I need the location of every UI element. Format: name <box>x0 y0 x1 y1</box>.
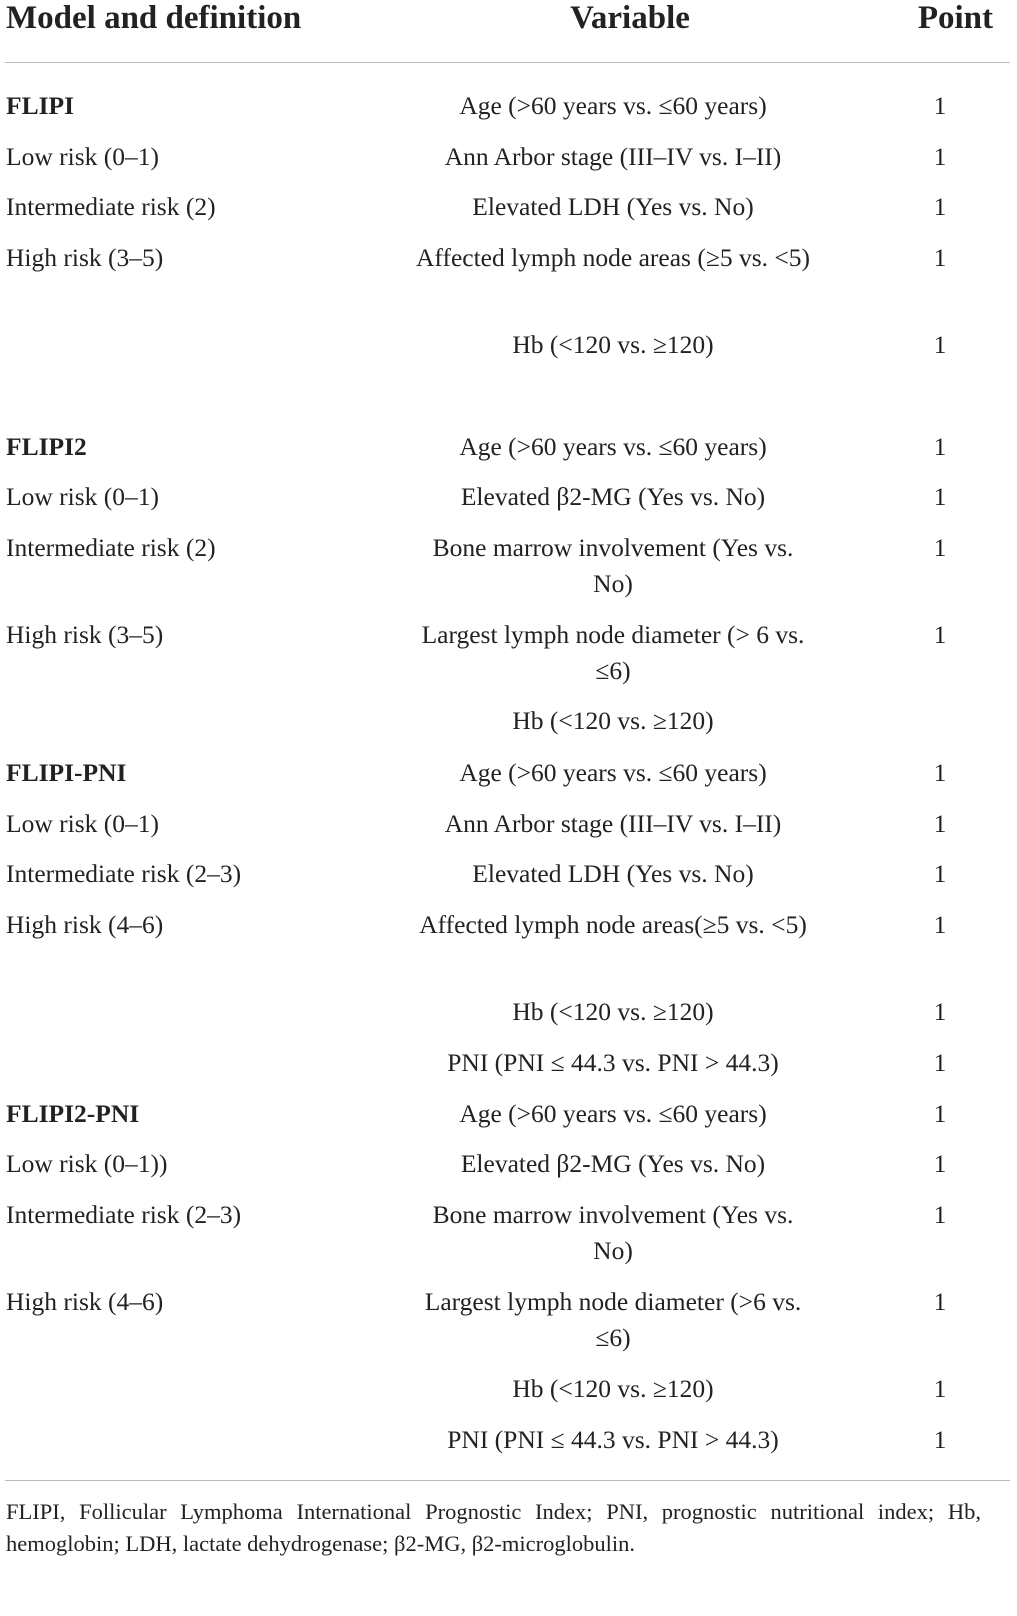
variable-cell: Age (>60 years vs. ≤60 years) <box>459 432 767 461</box>
model-cell: Intermediate risk (2–3) <box>6 859 242 888</box>
model-cell: High risk (4–6) <box>6 910 164 939</box>
point-cell: 1 <box>933 432 947 461</box>
variable-cell: Hb (<120 vs. ≥120) <box>512 997 714 1026</box>
model-cell: Low risk (0–1) <box>6 809 159 838</box>
point-cell: 1 <box>933 533 947 562</box>
header-model: Model and definition <box>6 0 302 36</box>
point-cell: 1 <box>933 1099 947 1128</box>
point-cell: 1 <box>933 1200 947 1229</box>
variable-cell: Elevated β2-MG (Yes vs. No) <box>460 1149 766 1178</box>
point-cell: 1 <box>933 1425 947 1454</box>
model-cell: Low risk (0–1)) <box>6 1149 168 1178</box>
model-cell: Intermediate risk (2) <box>6 192 216 221</box>
variable-cell: Age (>60 years vs. ≤60 years) <box>459 91 767 120</box>
point-cell: 1 <box>933 758 947 787</box>
variable-cell: Elevated β2-MG (Yes vs. No) <box>460 482 766 511</box>
table-footnote: FLIPI, Follicular Lymphoma International Prognostic Index; PNI, prognostic nutritional index; Hb, hemoglobin; LDH, lactate dehydrogenase; β2-MG, β2-microglobulin. <box>6 1499 981 1556</box>
model-cell: High risk (4–6) <box>6 1287 164 1316</box>
point-cell: 1 <box>933 330 947 359</box>
variable-cell: Elevated LDH (Yes vs. No) <box>472 859 754 888</box>
model-cell: Low risk (0–1) <box>6 142 159 171</box>
footer-divider <box>5 1480 1010 1481</box>
model-cell: FLIPI2 <box>6 432 87 461</box>
variable-cell: Age (>60 years vs. ≤60 years) <box>459 1099 767 1128</box>
point-cell: 1 <box>933 997 947 1026</box>
model-cell: Intermediate risk (2) <box>6 533 216 562</box>
variable-cell: Hb (<120 vs. ≥120) <box>512 706 714 735</box>
point-cell: 1 <box>933 1374 947 1403</box>
variable-cell: PNI (PNI ≤ 44.3 vs. PNI > 44.3) <box>447 1048 779 1077</box>
model-cell: High risk (3–5) <box>6 243 164 272</box>
point-cell: 1 <box>933 1149 947 1178</box>
variable-cell: Hb (<120 vs. ≥120) <box>512 330 714 359</box>
header-divider <box>5 62 1010 63</box>
variable-cell: Affected lymph node areas(≥5 vs. <5) <box>419 910 807 939</box>
variable-cell: Elevated LDH (Yes vs. No) <box>472 192 754 221</box>
point-cell: 1 <box>933 142 947 171</box>
point-cell: 1 <box>933 859 947 888</box>
variable-cell: PNI (PNI ≤ 44.3 vs. PNI > 44.3) <box>447 1425 779 1454</box>
model-cell: FLIPI <box>6 91 75 120</box>
model-cell: Low risk (0–1) <box>6 482 159 511</box>
point-cell: 1 <box>933 1287 947 1316</box>
variable-cell: Bone marrow involvement (Yes vs. No) <box>432 1200 794 1265</box>
point-cell: 1 <box>933 809 947 838</box>
variable-cell: Affected lymph node areas (≥5 vs. <5) <box>416 243 810 272</box>
point-cell: 1 <box>933 482 947 511</box>
variable-cell: Largest lymph node diameter (>6 vs. ≤6) <box>424 1287 802 1352</box>
point-cell: 1 <box>933 620 947 649</box>
variable-cell: Ann Arbor stage (III–IV vs. I–II) <box>444 809 782 838</box>
variable-cell: Age (>60 years vs. ≤60 years) <box>459 758 767 787</box>
variable-cell: Bone marrow involvement (Yes vs. No) <box>432 533 794 598</box>
header-variable: Variable <box>570 0 690 36</box>
variable-cell: Largest lymph node diameter (> 6 vs. ≤6) <box>421 620 805 685</box>
model-cell: FLIPI2-PNI <box>6 1099 140 1128</box>
point-cell: 1 <box>933 192 947 221</box>
table-header <box>0 0 1017 42</box>
point-cell: 1 <box>933 91 947 120</box>
model-cell: FLIPI-PNI <box>6 758 127 787</box>
point-cell: 1 <box>933 910 947 939</box>
point-cell: 1 <box>933 1048 947 1077</box>
model-cell: High risk (3–5) <box>6 620 164 649</box>
variable-cell: Ann Arbor stage (III–IV vs. I–II) <box>444 142 782 171</box>
variable-cell: Hb (<120 vs. ≥120) <box>512 1374 714 1403</box>
model-cell: Intermediate risk (2–3) <box>6 1200 242 1229</box>
point-cell: 1 <box>933 243 947 272</box>
header-point: Point <box>917 0 993 36</box>
